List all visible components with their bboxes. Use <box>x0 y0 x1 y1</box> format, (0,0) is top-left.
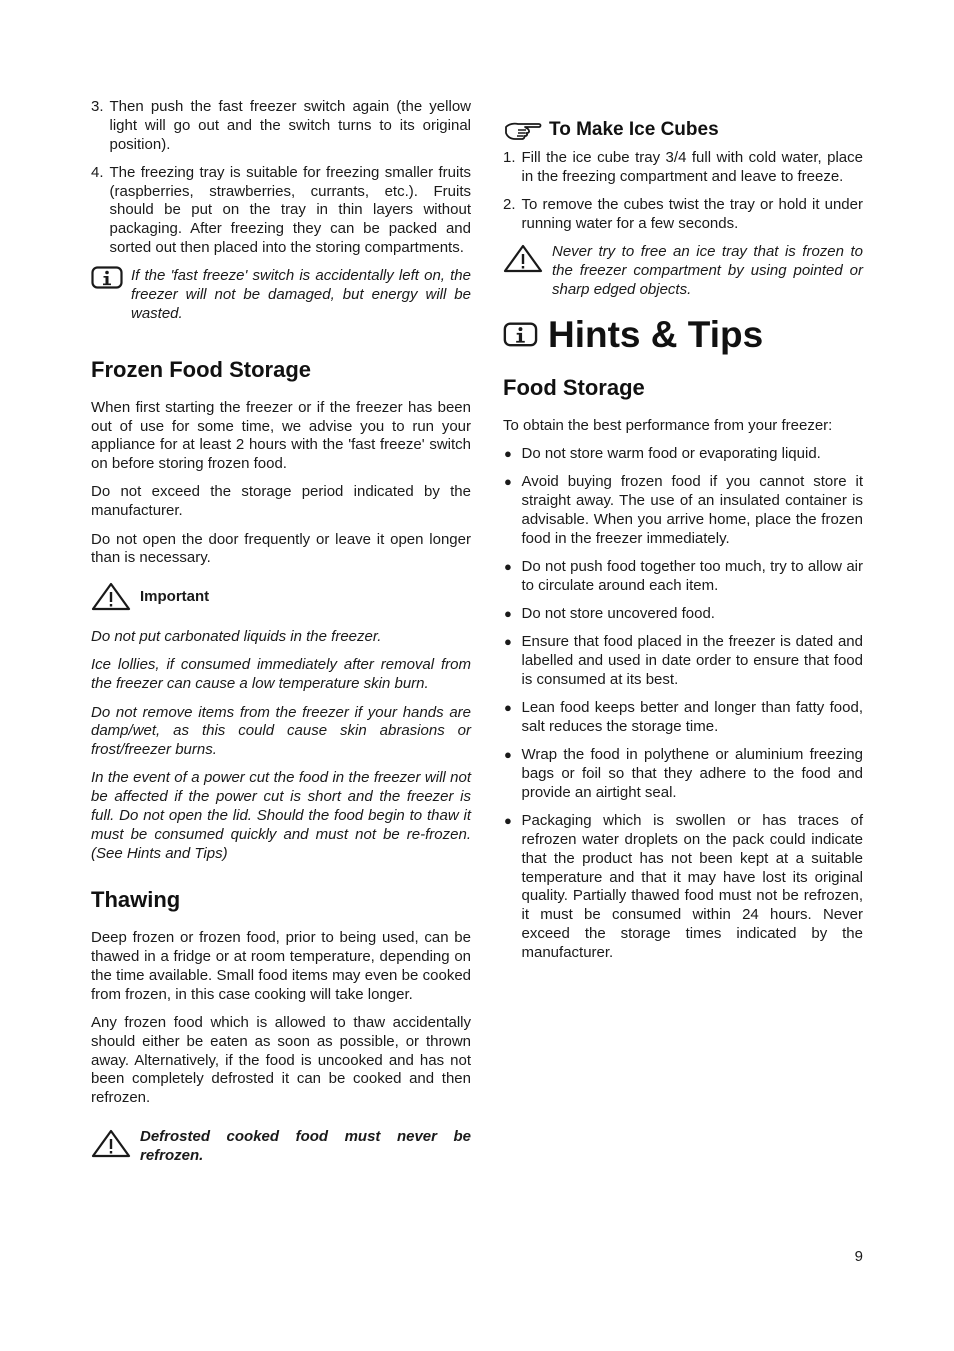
left-column <box>91 98 471 1166</box>
ice-cubes-steps-list <box>503 149 863 234</box>
list-item <box>503 699 863 737</box>
list-item <box>503 812 863 962</box>
important-label: Important <box>140 587 210 605</box>
bullet: ● <box>504 634 512 650</box>
list-item-text: Ensure that food placed in the freezer is dated and labelled and used in date order to ensure that food is consumed at its best. <box>521 633 863 688</box>
thawing-heading: Thawing <box>91 887 181 913</box>
ice-tray-warning-text: Never try to free an ice tray that is frozen to the freezer compartment by using pointed or sharp edged objects. <box>552 243 863 298</box>
list-item <box>503 473 863 548</box>
list-item-number: 2. <box>503 196 516 214</box>
freezing-steps-list <box>91 98 471 258</box>
list-item-number: 4. <box>91 163 104 181</box>
bullet: ● <box>504 605 512 621</box>
food-storage-heading: Food Storage <box>503 374 645 400</box>
list-item-text: Do not store warm food or evaporating liquid. <box>521 444 821 462</box>
list-item-number: 3. <box>91 98 104 115</box>
bullet: ● <box>504 445 512 461</box>
important-paragraph: Do not remove items from the freezer if your hands are damp/wet, as this could cause skin abrasions or frost/freezer burns. <box>91 703 471 759</box>
list-item-text: Avoid buying frozen food if you cannot store it straight away. The use of an insulated container is advisable. When you arrive home, place the frozen food in the freezer immediately. <box>521 473 863 547</box>
bullet: ● <box>504 474 512 490</box>
paragraph: Any frozen food which is allowed to thaw accidentally should either be eaten as soon as possible, or thrown away. Alternatively, if the food is uncooked and has not been completely defrosted it can be cooked and then refrozen. <box>91 1014 471 1107</box>
paragraph: Do not exceed the storage period indicated by the manufacturer. <box>91 483 471 520</box>
list-item-number: 1. <box>503 149 516 166</box>
paragraph: When first starting the freezer or if the freezer has been out of use for some time, we advise you to run your appliance for at least 2 hours with the 'fast freeze' switch on before storing frozen food. <box>91 398 471 473</box>
warning-icon <box>503 243 543 273</box>
list-item-text: Do not store uncovered food. <box>521 604 715 622</box>
important-heading <box>91 581 471 611</box>
fast-freeze-info-note <box>91 267 471 323</box>
page-number: 9 <box>854 1248 863 1265</box>
hints-title-row <box>503 314 863 356</box>
right-column <box>503 119 863 972</box>
ice-tray-warning <box>503 243 863 299</box>
list-item <box>91 164 471 258</box>
list-item <box>503 558 863 596</box>
food-storage-intro: To obtain the best performance from your freezer: <box>503 416 833 434</box>
pointing-hand-icon <box>503 119 543 141</box>
warning-icon <box>91 581 131 611</box>
frozen-food-storage-heading: Frozen Food Storage <box>91 356 311 382</box>
list-item-text: Do not push food together too much, try to allow air to circulate around each item. <box>521 557 863 594</box>
list-item-text: Lean food keeps better and longer than fatty food, salt reduces the storage time. <box>521 699 863 735</box>
bullet: ● <box>504 558 512 574</box>
list-item <box>503 149 863 187</box>
important-paragraph: Do not put carbonated liquids in the freezer. <box>91 628 382 646</box>
bullet: ● <box>504 813 512 829</box>
list-item-text: The freezing tray is suitable for freezing smaller fruits (raspberries, strawberries, currants, etc.). Fruits should be put on the tray in thin layers without packaging. After freezing they can be packed and sorted out then placed into the storing compartments. <box>109 163 471 257</box>
hints-tips-title: Hints & Tips <box>548 313 764 355</box>
list-item <box>503 445 863 464</box>
ice-cubes-heading <box>503 119 863 141</box>
list-item <box>503 746 863 802</box>
bullet: ● <box>504 747 512 763</box>
bullet: ● <box>504 700 512 716</box>
list-item-text: To remove the cubes twist the tray or hold it under running water for a few seconds. <box>521 196 863 232</box>
list-item <box>503 605 863 624</box>
thawing-warning-text: Defrosted cooked food must never be refrozen. <box>140 1128 471 1164</box>
paragraph: Deep frozen or frozen food, prior to being used, can be thawed in a fridge or at room temperature, depending on the time available. Small food items may even be cooked from frozen, in this case cooking will take longer. <box>91 929 471 1003</box>
list-item-text: Then push the fast freezer switch again (the yellow light will go out and the switch turns to its original position). <box>109 98 471 153</box>
info-note-text: If the 'fast freeze' switch is accidentally left on, the freezer will not be damaged, but energy will be wasted. <box>131 267 471 322</box>
list-item-text: Packaging which is swollen or has traces of refrozen water droplets on the pack could indicate that the product has not been kept at a suitable temperature and that it may have lost its original quality. Partially thawed food must not be refrozen, it must be consumed within 24 hours. Never exceed the storage times indicated by the manufacturer. <box>521 812 863 961</box>
list-item-text: Fill the ice cube tray 3/4 full with cold water, place in the freezing compartment and leave to freeze. <box>521 149 863 185</box>
food-storage-list <box>503 445 863 963</box>
info-icon <box>503 321 539 349</box>
list-item <box>503 633 863 689</box>
thawing-warning <box>91 1128 471 1166</box>
warning-icon <box>91 1128 131 1158</box>
paragraph: Do not open the door frequently or leave it open longer than is necessary. <box>91 530 471 567</box>
info-icon <box>91 265 124 291</box>
important-paragraph: In the event of a power cut the food in the freezer will not be affected if the power cut is short and the freezer is full. Do not open the lid. Should the food begin to thaw it must be consumed quickly and must not be re-frozen. (See Hints and Tips) <box>91 769 471 862</box>
list-item-text: Wrap the food in polythene or aluminium freezing bags or foil so that they adhere to the food and provide an airtight seal. <box>521 746 863 801</box>
list-item <box>503 196 863 234</box>
ice-cubes-title: To Make Ice Cubes <box>549 119 719 140</box>
list-item <box>91 98 471 154</box>
important-paragraph: Ice lollies, if consumed immediately after removal from the freezer can cause a low temperature skin burn. <box>91 656 471 693</box>
